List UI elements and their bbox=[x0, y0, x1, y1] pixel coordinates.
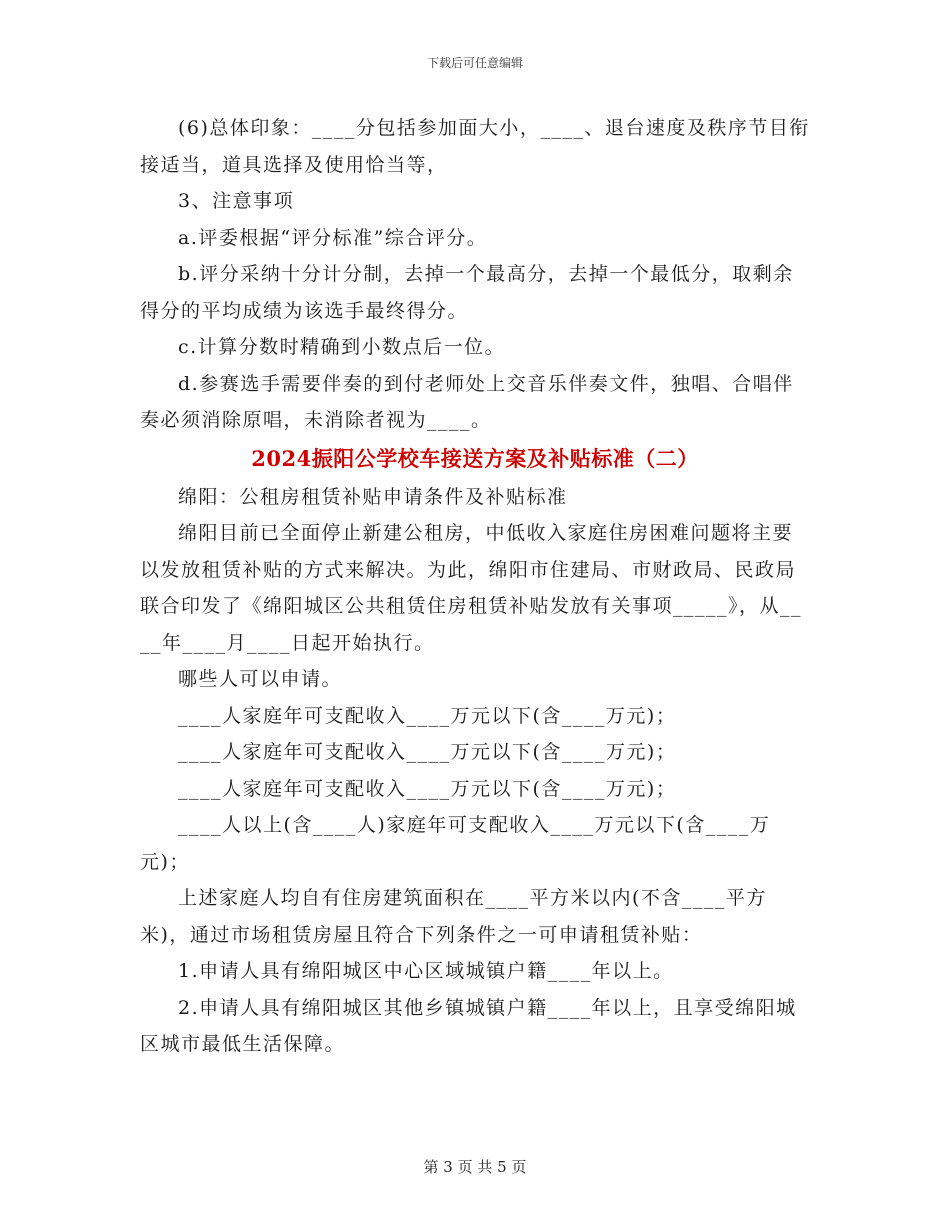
document-body bbox=[140, 110, 810, 1063]
paragraph-income-1: ____人家庭年可支配收入____万元以下(含____万元)； bbox=[178, 704, 677, 727]
paragraph-income-3: ____人家庭年可支配收入____万元以下(含____万元)； bbox=[178, 777, 677, 800]
paragraph-income-4: ____人以上(含____人)家庭年可支配收入____万元以下(含____万元)； bbox=[140, 814, 771, 873]
paragraph-note-b: b.评分采纳十分计分制，去掉一个最高分，去掉一个最低分，取剩余得分的平均成绩为该选手最终得分。 bbox=[140, 263, 794, 322]
paragraph-notes-heading: 3、注意事项 bbox=[178, 190, 295, 212]
section-title: 2024振阳公学校车接送方案及补贴标准（二） bbox=[251, 445, 699, 471]
page-header: 下载后可任意编辑 bbox=[426, 56, 523, 70]
paragraph-condition-2: 2.申请人具有绵阳城区其他乡镇城镇户籍____年以上，且享受绵阳城区城市最低生活保障。 bbox=[140, 996, 797, 1055]
paragraph-note-d: d.参赛选手需要伴奏的到付老师处上交音乐伴奏文件，独唱、合唱伴奏必须消除原唱，未消除者视为____。 bbox=[140, 372, 794, 431]
page-footer: 第 3 页 共 5 页 bbox=[423, 1158, 527, 1176]
paragraph-subtitle: 绵阳：公租房租赁补贴申请条件及补贴标准 bbox=[178, 485, 568, 508]
paragraph-note-c: c.计算分数时精确到小数点后一位。 bbox=[178, 336, 506, 358]
paragraph-who-can-apply: 哪些人可以申请。 bbox=[178, 668, 343, 690]
paragraph-note-a: a.评委根据“评分标准”综合评分。 bbox=[178, 226, 488, 249]
paragraph-overall-impression: (6)总体印象：____分包括参加面大小，____、退台速度及秩序节目衔接适当，道具选择及使用恰当等， bbox=[140, 117, 810, 176]
paragraph-income-2: ____人家庭年可支配收入____万元以下(含____万元)； bbox=[178, 741, 677, 763]
paragraph-housing-area: 上述家庭人均自有住房建筑面积在____平方米以内(不含____平方米)，通过市场租赁房屋且符合下列条件之一可申请租赁补贴： bbox=[140, 887, 767, 946]
paragraph-condition-1: 1.申请人具有绵阳城区中心区域城镇户籍____年以上。 bbox=[178, 960, 674, 982]
paragraph-intro: 绵阳目前已全面停止新建公租房，中低收入家庭住房困难问题将主要以发放租赁补贴的方式来解决。为此，绵阳市住建局、市财政局、民政局联合印发了《绵阳城区公共租赁住房租赁补贴发放有关事项_____》，从____年____月____日起开始执行。 bbox=[140, 522, 803, 654]
